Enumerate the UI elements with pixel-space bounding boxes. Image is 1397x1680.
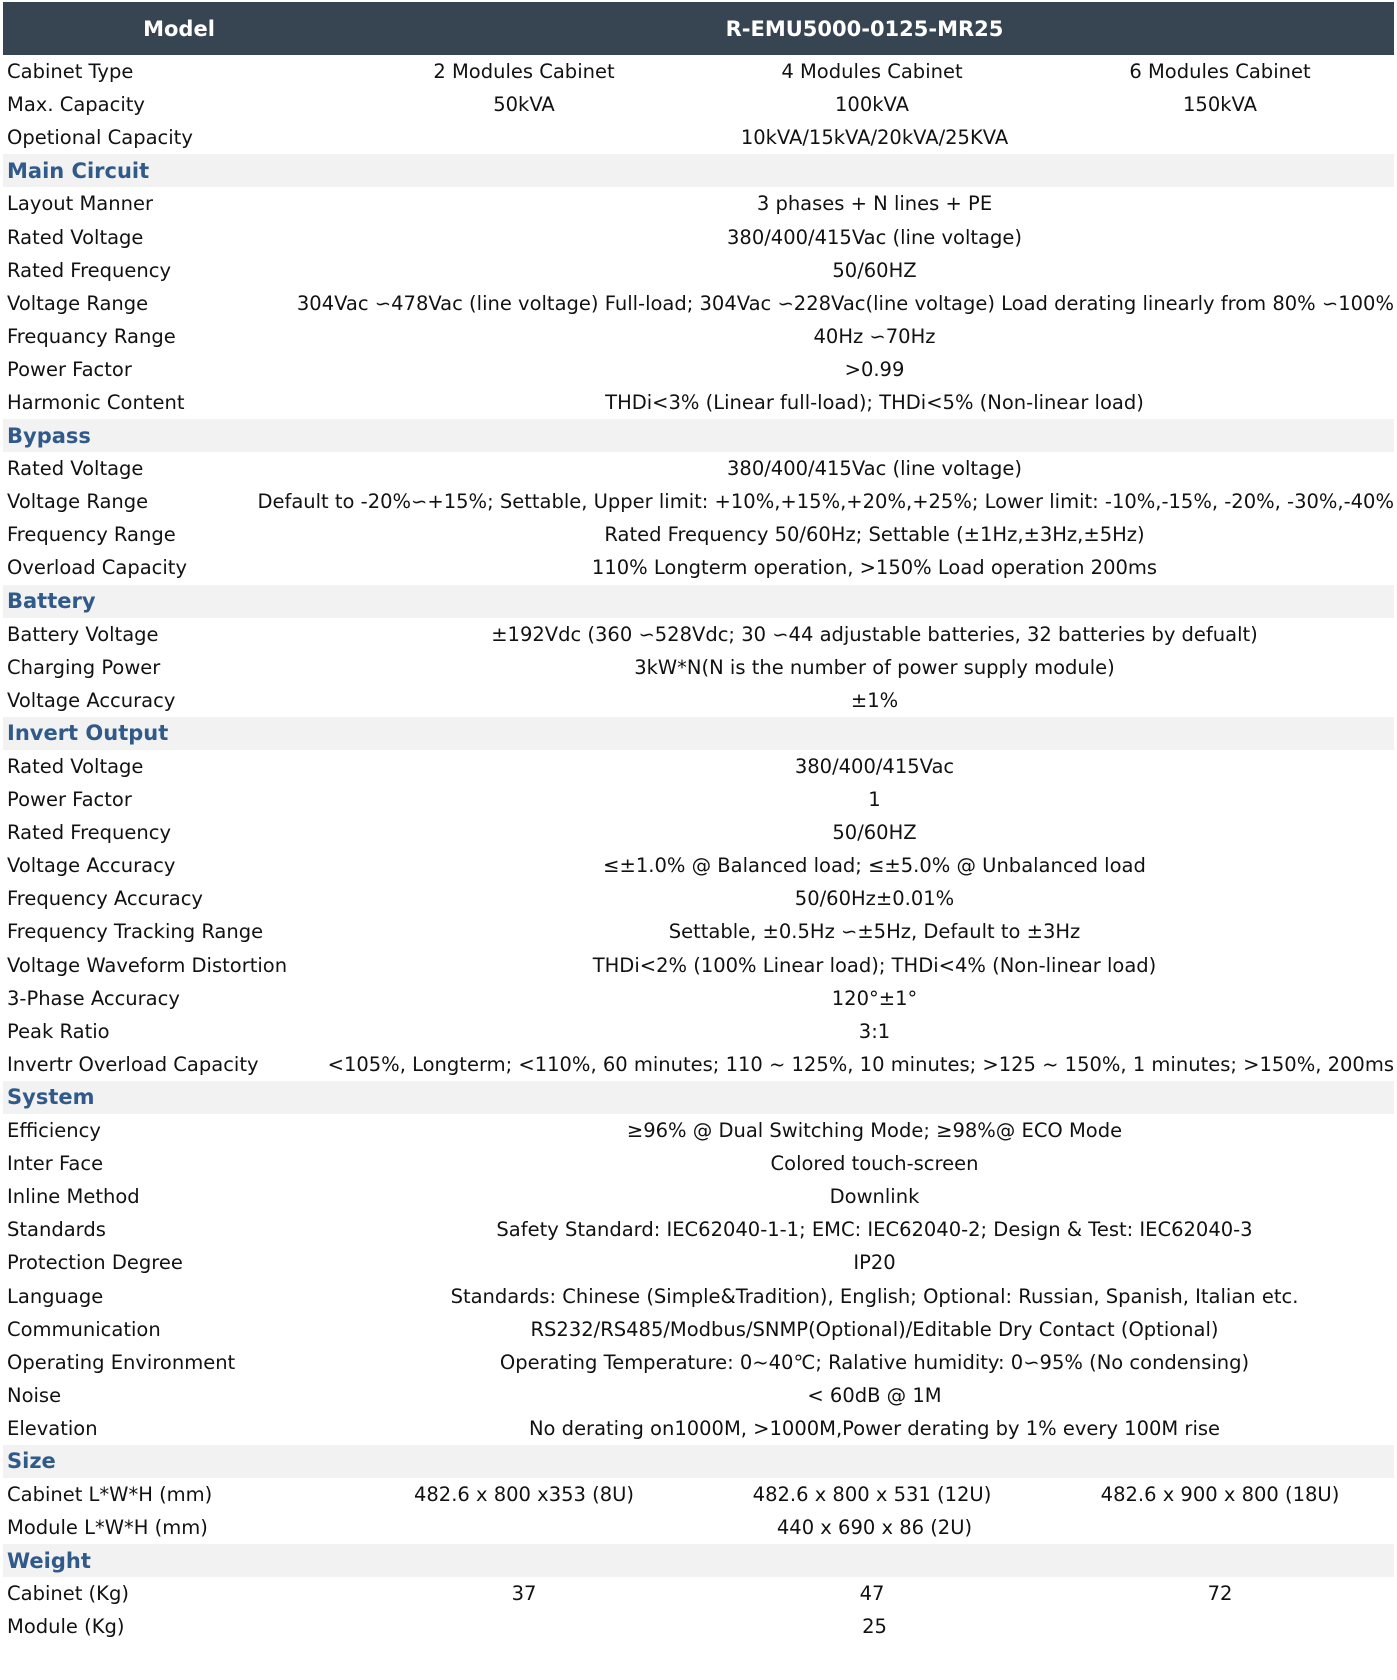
row-value: 6 Modules Cabinet	[1129, 60, 1311, 84]
table-row	[3, 982, 1394, 1015]
row-value: IP20	[853, 1251, 896, 1275]
table-row	[3, 1246, 1394, 1279]
row-value: 440 x 690 x 86 (2U)	[776, 1516, 973, 1540]
table-row	[3, 915, 1394, 948]
row-value: 10kVA/15kVA/20kVA/25KVA	[740, 126, 1009, 150]
table-row	[3, 651, 1394, 684]
row-label: Invertr Overload Capacity	[7, 1052, 259, 1076]
table-row	[3, 1279, 1394, 1312]
row-label: Efficiency	[7, 1119, 101, 1143]
row-value: 150kVA	[1183, 93, 1257, 117]
row-label: Module (Kg)	[7, 1615, 125, 1639]
table-row	[3, 1213, 1394, 1246]
row-value: < 60dB @ 1M	[807, 1383, 942, 1407]
table-row	[3, 452, 1394, 485]
row-value: 380/400/415Vac (line voltage)	[727, 457, 1022, 481]
row-label: Cabinet L*W*H (mm)	[7, 1483, 213, 1507]
table-row	[3, 485, 1394, 518]
value-columns	[350, 1582, 1394, 1605]
table-row	[3, 518, 1394, 551]
row-value: 482.6 x 800 x 531 (12U)	[752, 1483, 992, 1507]
row-label: Peak Ratio	[7, 1019, 110, 1043]
table-row	[3, 849, 1394, 882]
row-value: 304Vac ∽478Vac (line voltage) Full-load; 304Vac ∽228Vac(line voltage) Load derating linearly from 80% ∽100%	[296, 291, 1394, 315]
row-label: Rated Frequency	[7, 821, 172, 845]
section-title: Main Circuit	[7, 158, 150, 183]
section-header	[3, 717, 1394, 750]
row-label: Elevation	[7, 1416, 98, 1440]
row-value: 482.6 x 800 x353 (8U)	[413, 1483, 635, 1507]
section-header	[3, 154, 1394, 187]
table-row	[3, 220, 1394, 253]
row-label: Power Factor	[7, 788, 132, 812]
row-label: Voltage Range	[7, 490, 149, 514]
row-label: Voltage Accuracy	[7, 854, 176, 878]
table-header	[3, 2, 1394, 55]
row-label: Module L*W*H (mm)	[7, 1516, 208, 1540]
table-row	[3, 1048, 1394, 1081]
row-value: 1	[868, 788, 881, 812]
row-label: Layout Manner	[7, 192, 153, 216]
row-value: 100kVA	[835, 93, 909, 117]
section-header	[3, 585, 1394, 618]
table-row	[3, 1379, 1394, 1412]
row-value: ±1%	[850, 688, 899, 712]
row-value: 37	[511, 1582, 537, 1606]
table-row	[3, 1147, 1394, 1180]
row-label: Opetional Capacity	[7, 126, 193, 150]
section-title: Battery	[7, 589, 96, 614]
section-header	[3, 419, 1394, 452]
table-row	[3, 287, 1394, 320]
table-row	[3, 750, 1394, 783]
row-value: Colored touch-screen	[770, 1152, 979, 1176]
row-value: ≥96% @ Dual Switching Mode; ≥98%@ ECO Mode	[626, 1119, 1123, 1143]
section-title: Invert Output	[7, 721, 169, 746]
row-label: Inter Face	[7, 1152, 104, 1176]
row-value: No derating on1000M, >1000M,Power derating by 1% every 100M rise	[528, 1416, 1221, 1440]
table-row	[3, 1346, 1394, 1379]
row-label: Overload Capacity	[7, 556, 187, 580]
row-value: 110% Longterm operation, >150% Load operation 200ms	[591, 556, 1158, 580]
table-row	[3, 618, 1394, 651]
table-row	[3, 121, 1394, 154]
row-label: Rated Frequency	[7, 258, 172, 282]
section-title: Weight	[7, 1548, 91, 1573]
row-label: Max. Capacity	[7, 93, 145, 117]
table-row	[3, 882, 1394, 915]
table-row	[3, 1577, 1394, 1610]
table-row	[3, 816, 1394, 849]
table-row	[3, 386, 1394, 419]
section-header	[3, 1544, 1394, 1577]
table-row	[3, 1478, 1394, 1511]
row-label: Battery Voltage	[7, 622, 159, 646]
row-value: 50/60HZ	[832, 258, 917, 282]
row-value: ±192Vdc (360 ∽528Vdc; 30 ∽44 adjustable batteries, 32 batteries by defualt)	[491, 622, 1258, 646]
row-label: Communication	[7, 1317, 161, 1341]
row-label: Rated Voltage	[7, 755, 144, 779]
row-label: Rated Voltage	[7, 225, 144, 249]
row-label: Frequency Tracking Range	[7, 920, 264, 944]
row-value: RS232/RS485/Modbus/SNMP(Optional)/Editable Dry Contact (Optional)	[530, 1317, 1219, 1341]
value-columns	[350, 60, 1394, 83]
table-row	[3, 1313, 1394, 1346]
row-value: Safety Standard: IEC62040-1-1; EMC: IEC62040-2; Design & Test: IEC62040-3	[496, 1218, 1253, 1242]
table-row	[3, 1610, 1394, 1643]
row-label: Cabinet Type	[7, 60, 134, 84]
row-label: 3-Phase Accuracy	[7, 986, 180, 1010]
row-value: THDi<2% (100% Linear load); THDi<4% (Non-linear load)	[592, 953, 1157, 977]
section-title: Bypass	[7, 423, 91, 448]
row-value: 50/60HZ	[832, 821, 917, 845]
table-row	[3, 1180, 1394, 1213]
row-value: <105%, Longterm; <110%, 60 minutes; 110 ~ 125%, 10 minutes; >125 ~ 150%, 1 minutes; >150%, 200ms	[327, 1052, 1394, 1076]
row-value: 50kVA	[493, 93, 555, 117]
value-columns	[350, 93, 1394, 116]
table-row	[3, 1412, 1394, 1445]
row-value: Settable, ±0.5Hz ∽±5Hz, Default to ±3Hz	[668, 920, 1081, 944]
table-row	[3, 783, 1394, 816]
row-label: Standards	[7, 1218, 106, 1242]
row-value: 3 phases + N lines + PE	[756, 192, 993, 216]
row-value: Rated Frequency 50/60Hz; Settable (±1Hz,±3Hz,±5Hz)	[604, 523, 1145, 547]
row-value: 380/400/415Vac (line voltage)	[727, 225, 1022, 249]
table-row	[3, 684, 1394, 717]
table-row	[3, 949, 1394, 982]
table-row	[3, 320, 1394, 353]
row-label: Voltage Waveform Distortion	[7, 953, 288, 977]
model-number: R-EMU5000-0125-MR25	[725, 16, 1004, 41]
row-label: Inline Method	[7, 1185, 140, 1209]
table-row	[3, 1015, 1394, 1048]
row-label: Frequency Accuracy	[7, 887, 203, 911]
table-row	[3, 187, 1394, 220]
row-value: 4 Modules Cabinet	[781, 60, 963, 84]
section-title: Size	[7, 1449, 56, 1474]
spec-table	[3, 2, 1394, 1644]
table-row	[3, 1114, 1394, 1147]
row-value: 47	[859, 1582, 885, 1606]
row-label: Cabinet (Kg)	[7, 1582, 129, 1606]
row-value: 380/400/415Vac	[794, 755, 955, 779]
table-row	[3, 88, 1394, 121]
table-row	[3, 254, 1394, 287]
table-row	[3, 353, 1394, 386]
row-value: 72	[1207, 1582, 1233, 1606]
row-label: Harmonic Content	[7, 390, 185, 414]
row-label: Operating Environment	[7, 1350, 236, 1374]
row-value: Standards: Chinese (Simple&Tradition), English; Optional: Russian, Spanish, Italian etc.	[450, 1284, 1299, 1308]
table-row	[3, 551, 1394, 584]
section-header	[3, 1445, 1394, 1478]
row-value: Downlink	[829, 1185, 920, 1209]
row-value: 2 Modules Cabinet	[433, 60, 615, 84]
row-value: 482.6 x 900 x 800 (18U)	[1100, 1483, 1340, 1507]
row-value: ≤±1.0% @ Balanced load; ≤±5.0% @ Unbalanced load	[603, 854, 1146, 878]
row-value: 25	[862, 1615, 887, 1639]
row-value: 3kW*N(N is the number of power supply module)	[634, 655, 1115, 679]
row-label: Rated Voltage	[7, 457, 144, 481]
row-label: Voltage Range	[7, 291, 149, 315]
row-label: Frequancy Range	[7, 324, 176, 348]
row-label: Charging Power	[7, 655, 161, 679]
row-label: Language	[7, 1284, 104, 1308]
section-header	[3, 1081, 1394, 1114]
table-row	[3, 55, 1394, 88]
row-value: 3:1	[858, 1019, 891, 1043]
section-title: System	[7, 1085, 95, 1110]
row-label: Frequency Range	[7, 523, 176, 547]
row-value: THDi<3% (Linear full-load); THDi<5% (Non-linear load)	[605, 390, 1144, 414]
row-label: Voltage Accuracy	[7, 688, 176, 712]
row-value: 40Hz ∽70Hz	[813, 324, 936, 348]
row-label: Noise	[7, 1383, 62, 1407]
table-row	[3, 1511, 1394, 1544]
row-label: Power Factor	[7, 357, 132, 381]
row-value: Default to -20%∽+15%; Settable, Upper limit: +10%,+15%,+20%,+25%; Lower limit: -10%,-15%, -20%, -30%,-40%	[257, 490, 1394, 514]
table-body	[3, 55, 1394, 1644]
row-value: 50/60Hz±0.01%	[794, 887, 955, 911]
row-label: Protection Degree	[7, 1251, 183, 1275]
value-columns	[350, 1483, 1394, 1506]
header-label: Model	[143, 16, 215, 41]
row-value: >0.99	[844, 357, 905, 381]
row-value: 120°±1°	[831, 986, 918, 1010]
row-value: Operating Temperature: 0~40℃; Ralative humidity: 0∽95% (No condensing)	[499, 1350, 1250, 1374]
